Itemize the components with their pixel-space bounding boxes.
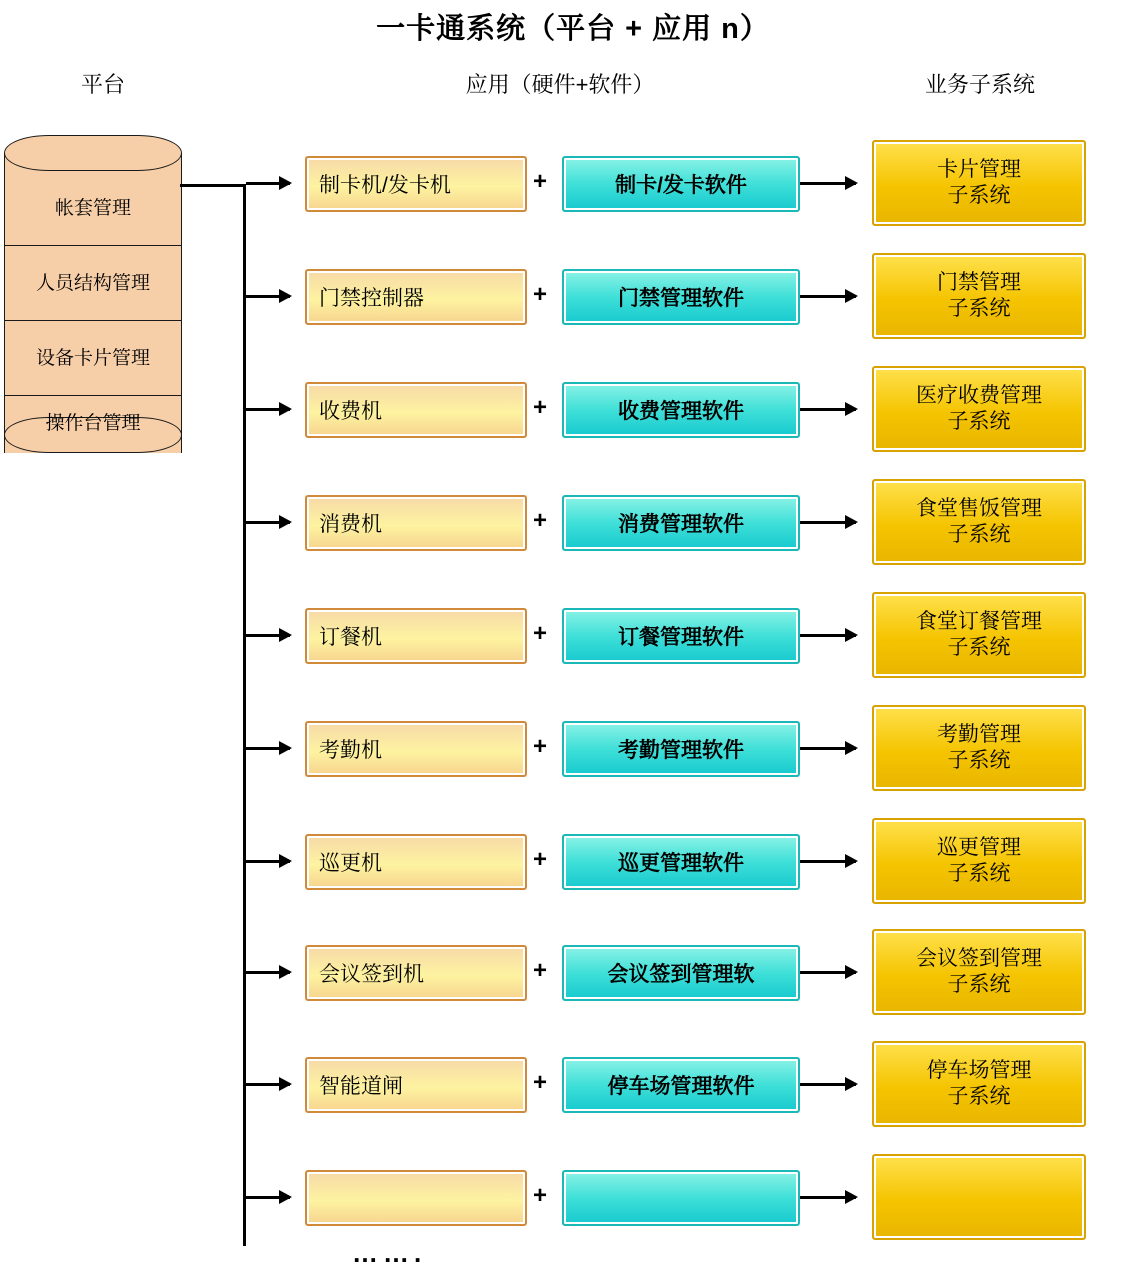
flow-row	[0, 140, 1146, 226]
subsystem-line-1: 医疗收费管理	[916, 383, 1042, 407]
plus-symbol: +	[533, 846, 548, 873]
hardware-box[interactable]: 门禁控制器	[305, 269, 527, 325]
arrow-branch-to-hardware-icon	[246, 295, 290, 298]
diagram-title: 一卡通系统（平台 + 应用 n）	[376, 13, 770, 45]
flow-row	[0, 592, 1146, 678]
subsystem-box[interactable]	[872, 140, 1086, 226]
subsystem-line-2: 子系统	[947, 297, 1011, 320]
software-box[interactable]: 消费管理软件	[562, 495, 800, 551]
subsystem-line-1: 门禁管理	[937, 270, 1021, 294]
subsystem-box[interactable]	[872, 1041, 1086, 1127]
plus-symbol: +	[533, 394, 548, 421]
hardware-box[interactable]: 消费机	[305, 495, 527, 551]
arrow-to-subsystem-icon	[800, 634, 856, 637]
hardware-box-placeholder[interactable]	[305, 1170, 527, 1226]
arrow-to-subsystem-icon	[800, 1083, 856, 1086]
subsystem-box-placeholder[interactable]	[872, 1154, 1086, 1240]
arrow-branch-to-hardware-icon	[246, 408, 290, 411]
plus-symbol: +	[533, 1182, 548, 1209]
software-box[interactable]: 停车场管理软件	[562, 1057, 800, 1113]
hardware-box[interactable]: 会议签到机	[305, 945, 527, 1001]
subsystem-box[interactable]	[872, 479, 1086, 565]
hardware-box[interactable]: 制卡机/发卡机	[305, 156, 527, 212]
software-box[interactable]: 会议签到管理软	[562, 945, 800, 1001]
subsystem-line-2: 子系统	[947, 636, 1011, 659]
software-box[interactable]: 收费管理软件	[562, 382, 800, 438]
subsystem-box[interactable]	[872, 366, 1086, 452]
hardware-box[interactable]: 巡更机	[305, 834, 527, 890]
subsystem-line-1: 巡更管理	[937, 835, 1021, 859]
subsystem-box[interactable]	[872, 592, 1086, 678]
flow-row	[0, 929, 1146, 1015]
arrow-branch-to-hardware-icon	[246, 1083, 290, 1086]
subsystem-line-1: 食堂售饭管理	[916, 496, 1042, 520]
arrow-to-subsystem-icon	[800, 408, 856, 411]
flow-row-placeholder	[0, 1154, 1146, 1240]
subsystem-line-1: 考勤管理	[937, 722, 1021, 746]
flow-row	[0, 818, 1146, 904]
plus-symbol: +	[533, 1069, 548, 1096]
column-header-subsystems: 业务子系统	[924, 72, 1035, 97]
arrow-branch-to-hardware-icon	[246, 634, 290, 637]
software-box[interactable]: 制卡/发卡软件	[562, 156, 800, 212]
arrow-branch-to-hardware-icon	[246, 971, 290, 974]
subsystem-line-2: 子系统	[947, 184, 1011, 207]
software-box[interactable]: 考勤管理软件	[562, 721, 800, 777]
subsystem-box[interactable]	[872, 929, 1086, 1015]
software-box[interactable]: 订餐管理软件	[562, 608, 800, 664]
software-box[interactable]: 门禁管理软件	[562, 269, 800, 325]
software-box[interactable]: 巡更管理软件	[562, 834, 800, 890]
subsystem-line-2: 子系统	[947, 523, 1011, 546]
subsystem-line-1: 会议签到管理	[916, 946, 1042, 970]
hardware-box[interactable]: 考勤机	[305, 721, 527, 777]
arrow-branch-to-hardware-icon	[246, 1196, 290, 1199]
platform-item-device-card[interactable]: 设备卡片管理	[4, 321, 182, 396]
arrow-to-subsystem-icon	[800, 182, 856, 185]
hardware-box[interactable]: 收费机	[305, 382, 527, 438]
plus-symbol: +	[533, 620, 548, 647]
platform-item-account[interactable]: 帐套管理	[4, 171, 182, 246]
arrow-to-subsystem-icon	[800, 1196, 856, 1199]
ellipsis-more-rows: …….	[352, 1238, 427, 1268]
plus-symbol: +	[533, 733, 548, 760]
platform-item-console[interactable]: 操作台管理	[45, 413, 141, 434]
plus-symbol: +	[533, 507, 548, 534]
hardware-box[interactable]: 订餐机	[305, 608, 527, 664]
flow-row	[0, 705, 1146, 791]
subsystem-line-2: 子系统	[947, 973, 1011, 996]
plus-symbol: +	[533, 957, 548, 984]
flow-row	[0, 253, 1146, 339]
subsystem-line-1: 卡片管理	[937, 157, 1021, 181]
arrow-to-subsystem-icon	[800, 521, 856, 524]
subsystem-box[interactable]	[872, 253, 1086, 339]
software-box-placeholder[interactable]	[562, 1170, 800, 1226]
subsystem-line-1: 食堂订餐管理	[916, 609, 1042, 633]
arrow-branch-to-hardware-icon	[246, 860, 290, 863]
subsystem-line-2: 子系统	[947, 1085, 1011, 1108]
arrow-to-subsystem-icon	[800, 860, 856, 863]
flow-row	[0, 366, 1146, 452]
subsystem-line-2: 子系统	[947, 410, 1011, 433]
arrow-branch-to-hardware-icon	[246, 747, 290, 750]
plus-symbol: +	[533, 168, 548, 195]
arrow-branch-to-hardware-icon	[246, 521, 290, 524]
column-header-platform: 平台	[80, 72, 125, 97]
flow-row	[0, 1041, 1146, 1127]
platform-item-personnel[interactable]: 人员结构管理	[4, 246, 182, 321]
subsystem-box[interactable]	[872, 705, 1086, 791]
arrow-branch-to-hardware-icon	[246, 182, 290, 185]
arrow-to-subsystem-icon	[800, 295, 856, 298]
subsystem-line-2: 子系统	[947, 862, 1011, 885]
subsystem-box[interactable]	[872, 818, 1086, 904]
plus-symbol: +	[533, 281, 548, 308]
arrow-to-subsystem-icon	[800, 971, 856, 974]
subsystem-line-2: 子系统	[947, 749, 1011, 772]
hardware-box[interactable]: 智能道闸	[305, 1057, 527, 1113]
column-header-applications: 应用（硬件+软件）	[465, 72, 655, 97]
arrow-to-subsystem-icon	[800, 747, 856, 750]
flow-row	[0, 479, 1146, 565]
subsystem-line-1: 停车场管理	[926, 1058, 1032, 1082]
